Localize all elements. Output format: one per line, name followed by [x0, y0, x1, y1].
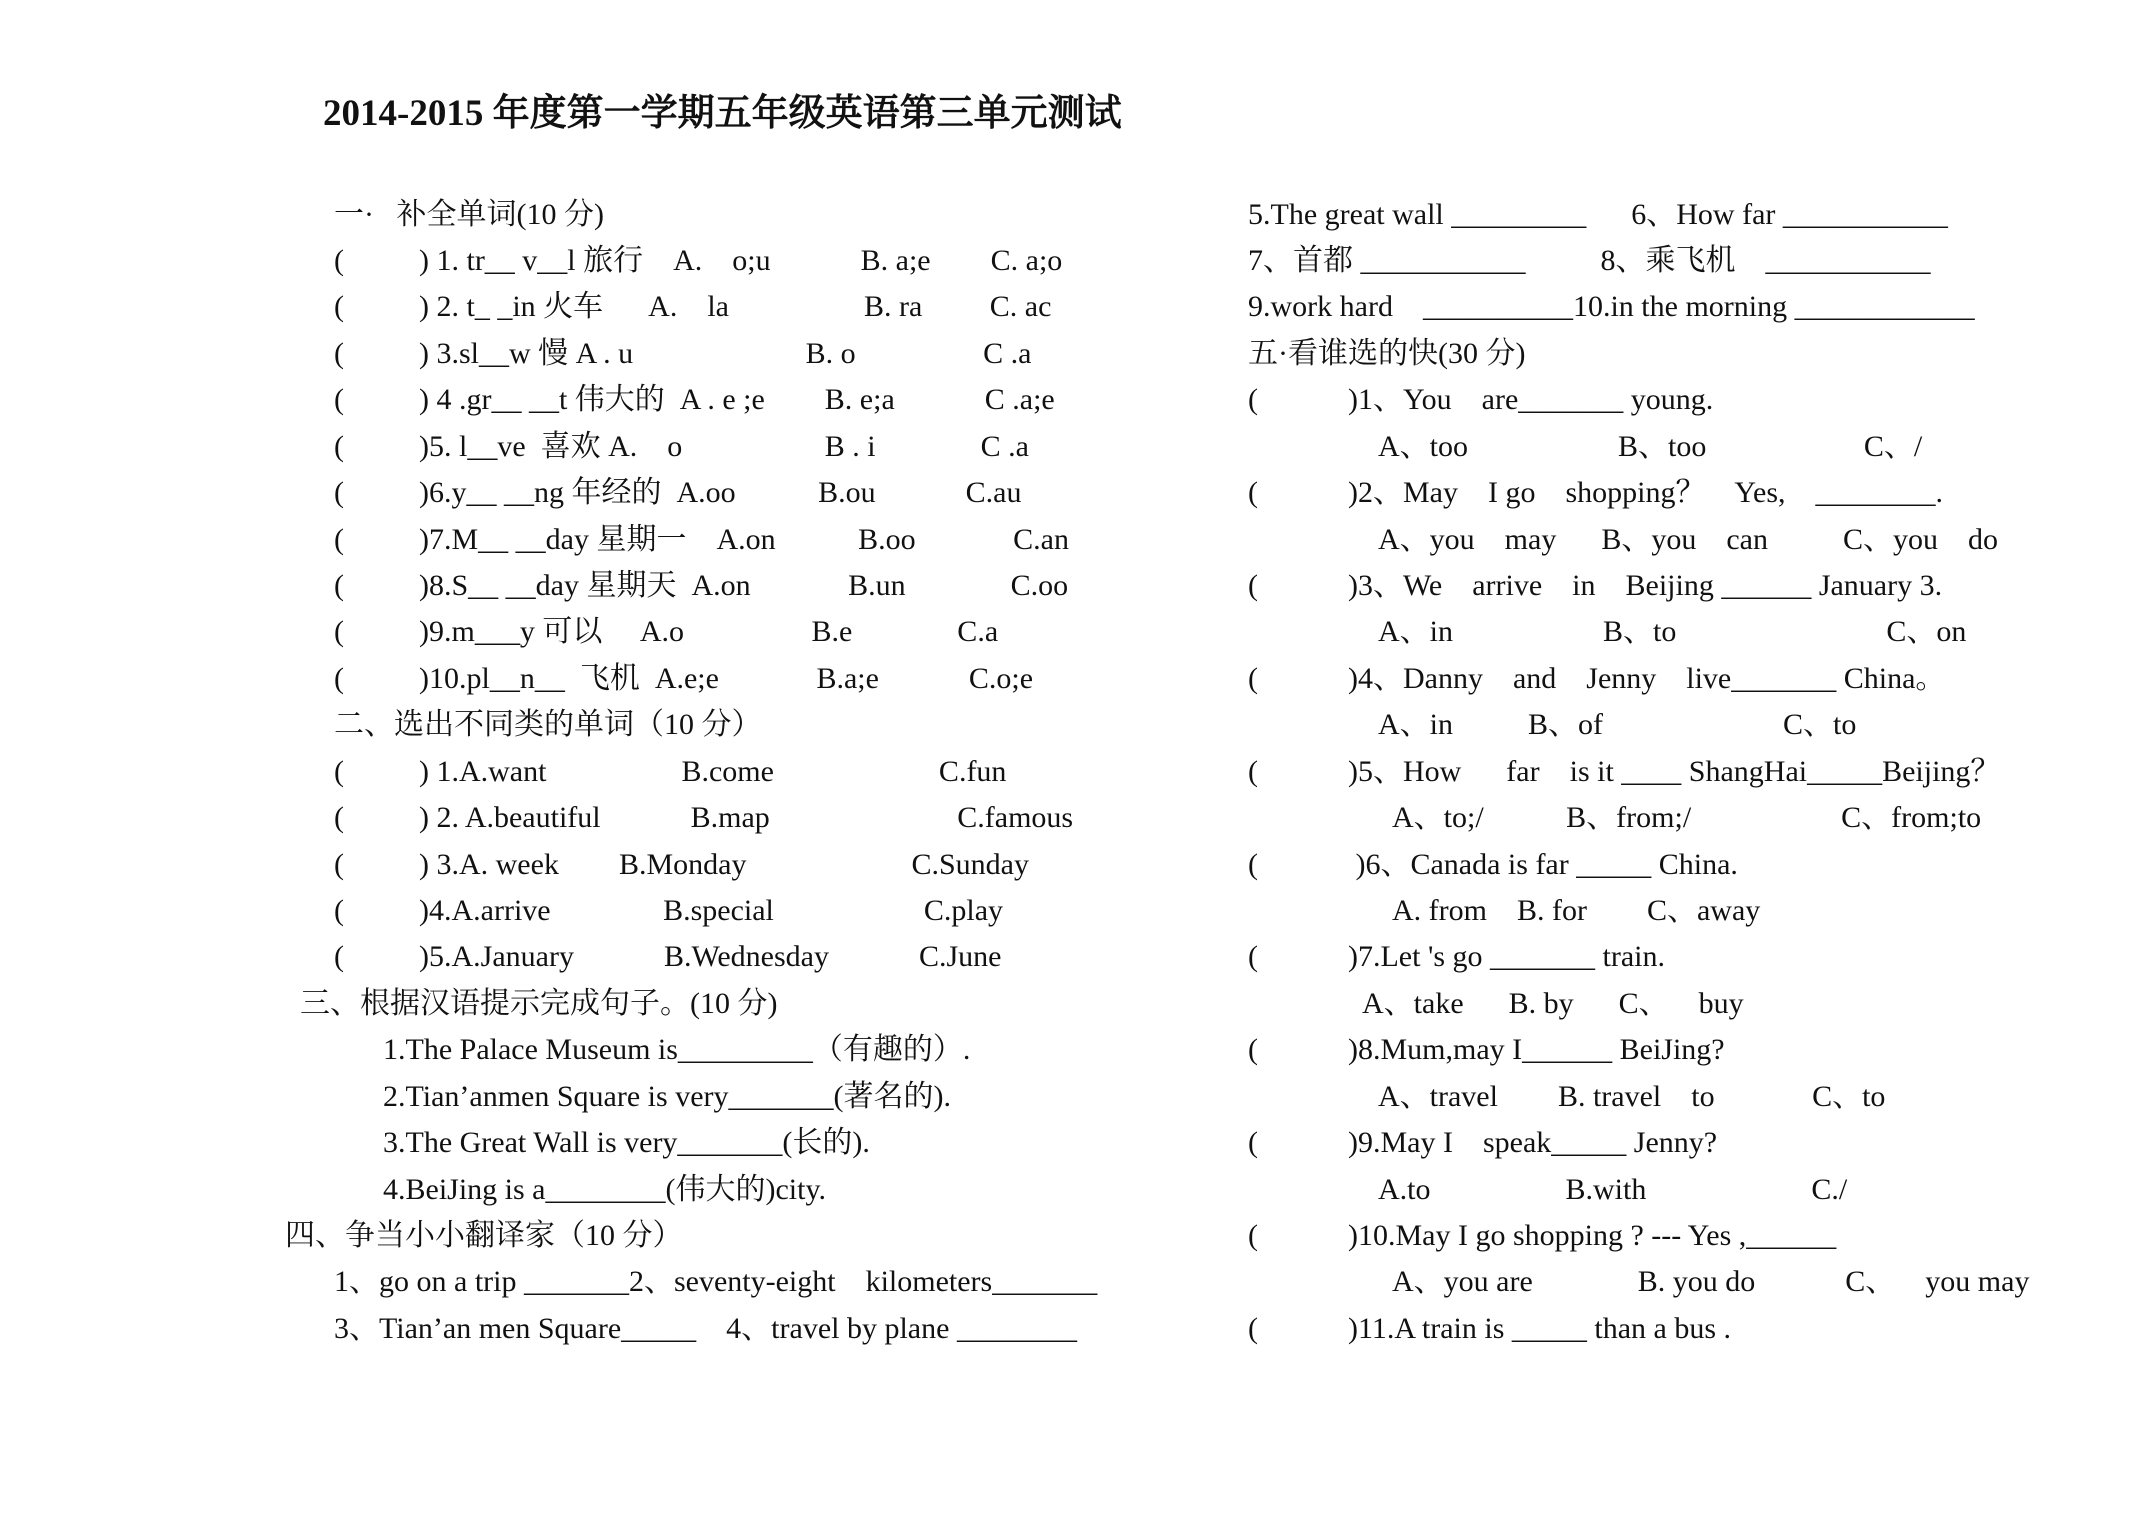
section-heading: 三、根据汉语提示完成句子。(10 分): [300, 987, 778, 1020]
question-line: ( ) 4 .gr__ __t 伟大的 A . e ;e B. e;a C .a;e: [334, 383, 1055, 416]
answer-options: A. from B. for C、away: [1392, 894, 1761, 927]
question-line: ( )6、Canada is far _____ China.: [1248, 848, 1738, 881]
question-line: ( )9.m___y 可以 A.o B.e C.a: [334, 615, 999, 648]
answer-options: A、in B、of C、to: [1378, 708, 1857, 741]
question-line: ( )7.Let 's go _______ train.: [1248, 940, 1666, 973]
question-line: 4.BeiJing is a________(伟大的)city.: [383, 1173, 827, 1206]
question-line: ( )5、How far is it ____ ShangHai_____Beijing？: [1248, 755, 2001, 788]
page-title: 2014-2015 年度第一学期五年级英语第三单元测试: [323, 93, 1122, 134]
question-line: 2.Tian’anmen Square is very_______(著名的).: [383, 1080, 951, 1113]
section-heading: 二、选出不同类的单词（10 分）: [334, 708, 762, 741]
section-heading: 一· 补全单词(10 分): [334, 198, 604, 231]
answer-options: A、you are B. you do C、 you may: [1392, 1265, 2030, 1298]
section-heading: 五·看谁选的快(30 分): [1248, 337, 1526, 370]
question-line: ( )5.A.January B.Wednesday C.June: [334, 940, 1002, 973]
question-line: ( ) 2. t_ _in 火车 A. la B. ra C. ac: [334, 290, 1052, 323]
question-line: ( )6.y__ __ng 年经的 A.oo B.ou C.au: [334, 476, 1022, 509]
section-heading: 四、争当小小翻译家（10 分）: [285, 1219, 683, 1252]
question-line: ( )4、Danny and Jenny live_______ China。: [1248, 662, 1946, 695]
question-line: ( ) 2. A.beautiful B.map C.famous: [334, 801, 1074, 834]
question-line: 3.The Great Wall is very_______(长的).: [383, 1126, 870, 1159]
answer-options: A、you may B、you can C、you do: [1378, 523, 1998, 556]
answer-options: A、too B、too C、/: [1378, 430, 1923, 463]
question-line: ( )4.A.arrive B.special C.play: [334, 894, 1004, 927]
question-line: ( )8.S__ __day 星期天 A.on B.un C.oo: [334, 569, 1069, 602]
question-line: ( ) 3.sl__w 慢 A . u B. o C .a: [334, 337, 1032, 370]
question-line: ( ) 1. tr__ v__l 旅行 A. o;u B. a;e C. a;o: [334, 244, 1063, 277]
question-line: 1、go on a trip _______2、seventy-eight kilometers_______: [334, 1265, 1098, 1298]
answer-options: A、in B、to C、on: [1378, 615, 1967, 648]
question-line: ( )2、May I go shopping？ Yes, ________.: [1248, 476, 1944, 509]
question-line: ( )5. l__ve 喜欢 A. o B . i C .a: [334, 430, 1029, 463]
question-line: ( )8.Mum,may I______ BeiJing?: [1248, 1033, 1725, 1066]
question-line: ( )9.May I speak_____ Jenny?: [1248, 1126, 1718, 1159]
question-line: ( ) 3.A. week B.Monday C.Sunday: [334, 848, 1029, 881]
question-line: ( )10.May I go shopping ? --- Yes ,______: [1248, 1219, 1837, 1252]
answer-options: A、travel B. travel to C、to: [1378, 1080, 1886, 1113]
question-line: ( )11.A train is _____ than a bus .: [1248, 1312, 1732, 1345]
answer-options: A.to B.with C./: [1378, 1173, 1848, 1206]
question-line: 5.The great wall _________ 6、How far ___________: [1248, 198, 1948, 231]
question-line: 3、Tian’an men Square_____ 4、travel by plane ________: [334, 1312, 1077, 1345]
question-line: 1.The Palace Museum is_________（有趣的）.: [383, 1033, 971, 1066]
question-line: ( )7.M__ __day 星期一 A.on B.oo C.an: [334, 523, 1069, 556]
question-line: 7、首都 ___________ 8、乘飞机 ___________: [1248, 244, 1931, 277]
question-line: ( )3、We arrive in Beijing ______ January 3.: [1248, 569, 1943, 602]
answer-options: A、take B. by C、 buy: [1362, 987, 1744, 1020]
question-line: ( ) 1.A.want B.come C.fun: [334, 755, 1007, 788]
question-line: ( )1、You are_______ young.: [1248, 383, 1714, 416]
answer-options: A、to;/ B、from;/ C、from;to: [1392, 801, 1982, 834]
question-line: 9.work hard __________10.in the morning ____________: [1248, 290, 1975, 323]
question-line: ( )10.pl__n__ 飞机 A.e;e B.a;e C.o;e: [334, 662, 1034, 695]
